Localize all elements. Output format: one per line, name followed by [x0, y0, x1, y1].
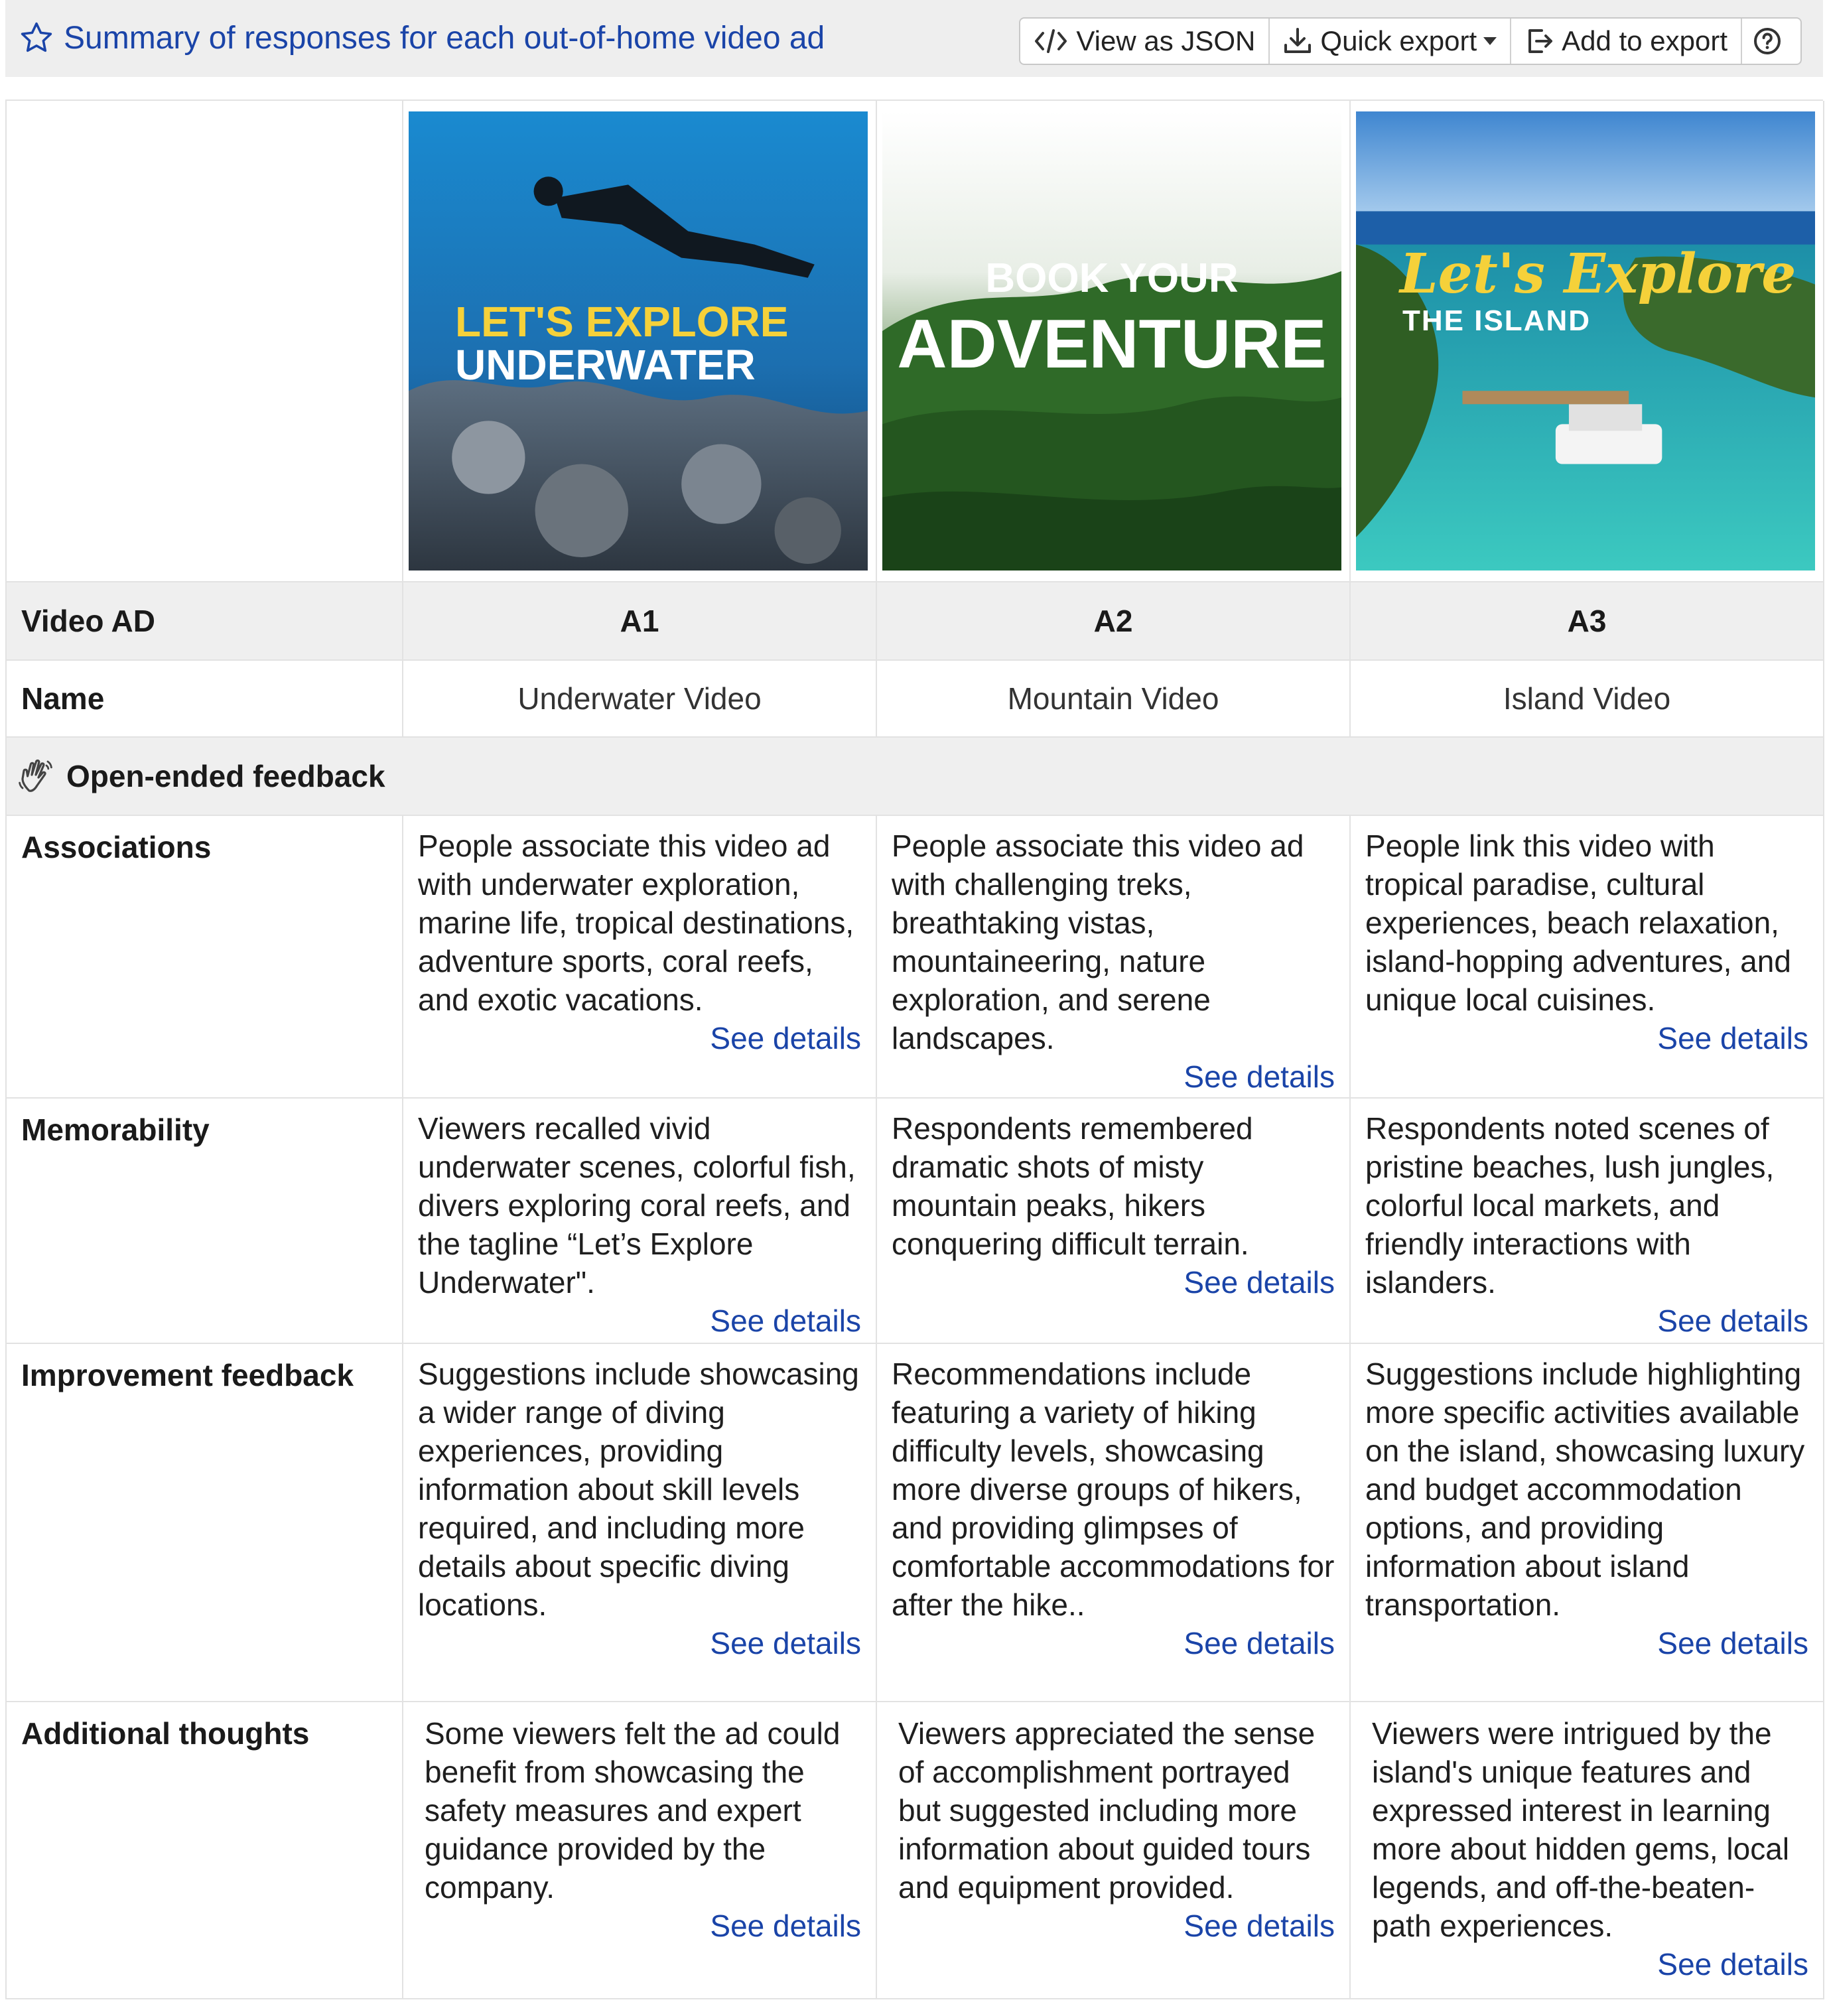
- memorability-a3: [1351, 1099, 1824, 1344]
- thumbnail-caption-line2: UNDERWATER: [455, 341, 756, 389]
- see-details-link[interactable]: See details: [1184, 1059, 1335, 1094]
- thumbnail-caption-line1: BOOK YOUR: [985, 255, 1239, 301]
- see-details-link[interactable]: See details: [1184, 1265, 1335, 1300]
- additional-a2: [877, 1702, 1351, 1999]
- open-ended-section-header: [7, 738, 1824, 816]
- help-icon: [1753, 27, 1782, 56]
- see-details-link[interactable]: See details: [710, 1909, 861, 1943]
- associations-a2: [877, 816, 1351, 1099]
- additional-label: Additional thoughts: [7, 1702, 403, 1999]
- ad-id-a1: A1: [403, 582, 877, 661]
- additional-a3: [1351, 1702, 1824, 1999]
- view-json-label: View as JSON: [1076, 25, 1256, 56]
- island-thumbnail[interactable]: [1356, 111, 1815, 571]
- star-icon[interactable]: [19, 20, 54, 56]
- feedback-text: People associate this video ad with underwater exploration, marine life, tropical destinations, adventure sports, coral reefs, and exotic vacations.: [418, 829, 854, 1017]
- empty-corner-cell: [7, 101, 403, 582]
- ad-thumbnail-cell-a3: [1351, 101, 1824, 582]
- improvement-a2: [877, 1344, 1351, 1702]
- hand-wave-icon: [17, 756, 57, 796]
- see-details-link[interactable]: See details: [1184, 1626, 1335, 1660]
- section-title: Open-ended feedback: [66, 759, 385, 793]
- code-icon: [1034, 27, 1068, 56]
- feedback-text: Some viewers felt the ad could benefit from showcasing the safety measures and expert guidance provided by the company.: [425, 1716, 841, 1905]
- page-title: Summary of responses for each out-of-home video ad: [64, 21, 825, 56]
- see-details-link[interactable]: See details: [1657, 1021, 1808, 1055]
- feedback-text: Suggestions include showcasing a wider range of diving experiences, providing information about skill levels required, and including more details about specific diving locations.: [418, 1357, 859, 1622]
- ad-name-a1: Underwater Video: [403, 661, 877, 738]
- quick-export-label: Quick export: [1320, 25, 1477, 56]
- ad-name-a2: Mountain Video: [877, 661, 1351, 738]
- see-details-link[interactable]: See details: [1184, 1909, 1335, 1943]
- help-button[interactable]: [1742, 19, 1800, 64]
- view-json-button[interactable]: [1020, 19, 1270, 64]
- feedback-text: Suggestions include highlighting more specific activities available on the island, showcasing luxury and budget accommodation options, and providing information about island transportation.: [1365, 1357, 1805, 1622]
- see-details-link[interactable]: See details: [1657, 1626, 1808, 1660]
- see-details-link[interactable]: See details: [710, 1021, 861, 1055]
- ad-thumbnail-cell-a1: [403, 101, 877, 582]
- name-label: Name: [7, 661, 403, 738]
- see-details-link[interactable]: See details: [710, 1626, 861, 1660]
- toolbar: [1019, 17, 1802, 65]
- thumbnail-caption-line2: ADVENTURE: [897, 306, 1327, 383]
- feedback-text: Viewers appreciated the sense of accomplishment portrayed but suggested including more information about guided tours and equipment provided.: [898, 1716, 1316, 1905]
- feedback-text: People associate this video ad with challenging treks, breathtaking vistas, mountaineering, nature exploration, and serene landscapes.: [892, 829, 1304, 1055]
- improvement-a1: [403, 1344, 877, 1702]
- memorability-label: Memorability: [7, 1099, 403, 1344]
- video-ad-header: Video AD: [7, 582, 403, 661]
- thumbnail-caption-line1: Let's Explore: [1400, 242, 1796, 306]
- comparison-table: [5, 100, 1823, 1999]
- feedback-text: People link this video with tropical paradise, cultural experiences, beach relaxation, island-hopping adventures, and unique local cuisines.: [1365, 829, 1791, 1017]
- see-details-link[interactable]: See details: [1657, 1947, 1808, 1982]
- feedback-text: Respondents noted scenes of pristine beaches, lush jungles, colorful local markets, and friendly interactions with islanders.: [1365, 1111, 1775, 1300]
- feedback-text: Respondents remembered dramatic shots of misty mountain peaks, hikers conquering difficult terrain.: [892, 1111, 1253, 1261]
- ad-thumbnail-cell-a2: [877, 101, 1351, 582]
- associations-label: Associations: [7, 816, 403, 1099]
- feedback-text: Viewers were intrigued by the island's unique features and expressed interest in learning more about hidden gems, local legends, and off-the-beaten-path experiences.: [1372, 1716, 1790, 1943]
- quick-export-button[interactable]: [1270, 19, 1511, 64]
- additional-a1: [403, 1702, 877, 1999]
- download-icon: [1283, 27, 1312, 56]
- feedback-text: Recommendations include featuring a variety of hiking difficulty levels, showcasing more diverse groups of hikers, and providing glimpses of comfortable accommodations for after the hike..: [892, 1357, 1335, 1622]
- associations-a1: [403, 816, 877, 1099]
- thumbnail-caption-line1: LET'S EXPLORE: [455, 298, 789, 346]
- ad-name-a3: Island Video: [1351, 661, 1824, 738]
- add-to-export-label: Add to export: [1562, 25, 1727, 56]
- memorability-a2: [877, 1099, 1351, 1344]
- page-header: [5, 0, 1823, 77]
- mountain-thumbnail[interactable]: [882, 111, 1341, 571]
- feedback-text: Viewers recalled vivid underwater scenes, colorful fish, divers exploring coral reefs, and the tagline “Let’s Explore Underwater".: [418, 1111, 856, 1300]
- export-icon: [1524, 27, 1554, 56]
- underwater-thumbnail[interactable]: [409, 111, 868, 571]
- see-details-link[interactable]: See details: [710, 1304, 861, 1338]
- associations-a3: [1351, 816, 1824, 1099]
- improvement-label: Improvement feedback: [7, 1344, 403, 1702]
- memorability-a1: [403, 1099, 877, 1344]
- ad-id-a3: A3: [1351, 582, 1824, 661]
- add-to-export-button[interactable]: [1511, 19, 1742, 64]
- ad-id-a2: A2: [877, 582, 1351, 661]
- thumbnail-caption-line2: THE ISLAND: [1402, 304, 1591, 337]
- see-details-link[interactable]: See details: [1657, 1304, 1808, 1338]
- improvement-a3: [1351, 1344, 1824, 1702]
- chevron-down-icon: [1483, 37, 1497, 45]
